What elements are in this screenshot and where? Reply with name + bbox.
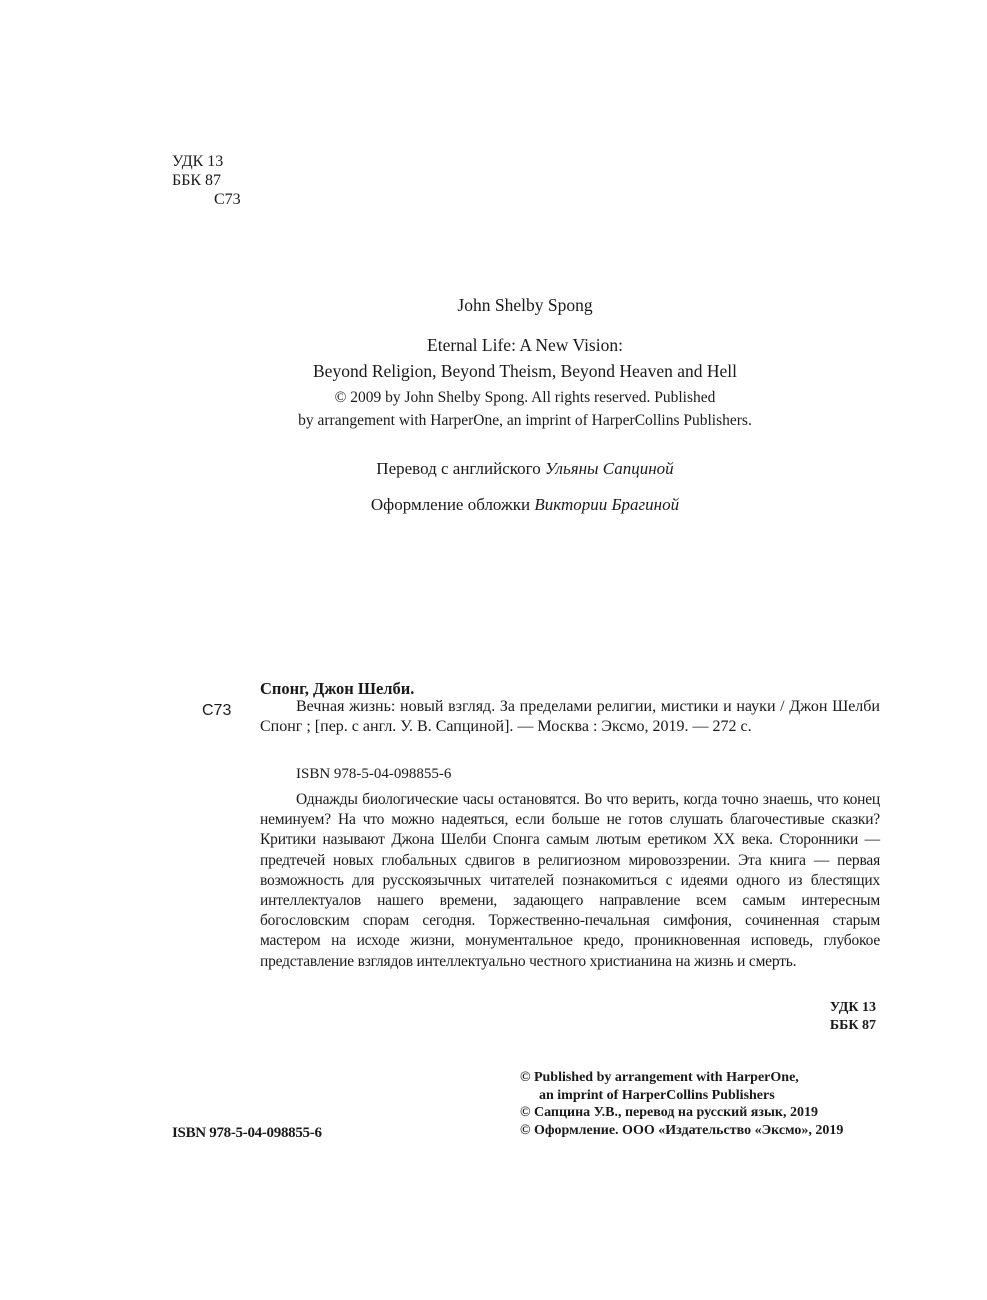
original-copyright (0, 386, 987, 432)
classification-codes-bottom (820, 999, 876, 1035)
translator-name: Ульяны Сапциной (544, 459, 674, 478)
isbn-footer: ISBN 978-5-04-098855-6 (172, 1125, 322, 1141)
bibliographic-author-sign: С73 (202, 702, 232, 719)
cover-designer-name: Виктории Брагиной (534, 495, 680, 514)
rights-line: © Сапцина У.В., перевод на русский язык, 2019 (520, 1105, 818, 1120)
original-title-line1: Eternal Life: A New Vision: (427, 335, 623, 355)
bibliographic-description: Вечная жизнь: новый взгляд. За пределами религии, мистики и науки / Джон Шелби Спонг ; [пер. с англ. У. В. Сапциной]. — Москва : Эксмо, 2019. — 272 с. (260, 698, 880, 735)
udk-code: УДК 13 (172, 153, 224, 170)
original-title-line2: Beyond Religion, Beyond Theism, Beyond Heaven and Hell (313, 361, 737, 381)
original-title (0, 332, 987, 384)
classification-codes-top (172, 152, 241, 209)
translator-prefix: Перевод с английского (376, 459, 545, 478)
cover-design-credit (0, 495, 987, 515)
original-author: John Shelby Spong (457, 295, 593, 315)
author-sign: С73 (214, 191, 241, 208)
rights-notice (520, 1069, 843, 1139)
bbk-code-bottom: ББК 87 (829, 1018, 876, 1033)
udk-code-bottom: УДК 13 (829, 1000, 876, 1015)
rights-line: an imprint of HarperCollins Publishers (539, 1087, 775, 1103)
bibliographic-isbn: ISBN 978-5-04-098855-6 (296, 766, 452, 782)
bibliographic-author-heading: Спонг, Джон Шелби. (260, 679, 415, 698)
rights-line: © Published by arrangement with HarperOne, (520, 1070, 799, 1085)
bbk-code: ББК 87 (172, 172, 222, 189)
original-copyright-line2: by arrangement with HarperOne, an imprint of HarperCollins Publishers. (298, 412, 752, 429)
original-copyright-line1: © 2009 by John Shelby Spong. All rights reserved. Published (334, 389, 716, 406)
rights-line: © Оформление. ООО «Издательство «Эксмо», 2019 (520, 1122, 844, 1138)
cover-prefix: Оформление обложки (370, 495, 535, 514)
book-annotation: Однажды биологические часы остановятся. Во что верить, когда точно знаешь, что конец неминуем? На что можно надеяться, если больше не готов слушать благочестивые сказки? Критики называют Джона Шелби Спонга самым лютым еретиком XX века. Сторонники — предтечей новых глобальных сдвигов в религиозном мировоззрении. Эта книга — первая возможность для русскоязычных читателей познакомиться с идеями одного из блестящих интеллектуалов нашего времени, задающего направление всем самым интересным богословским спорам сегодня. Торжественно-печальная симфония, сочиненная старым мастером на исходе жизни, монументальное кредо, проникновенная исповедь, глубокое представление взглядов интеллектуально честного христианина на жизнь и смерть. (260, 791, 880, 970)
translator-credit (0, 459, 987, 479)
